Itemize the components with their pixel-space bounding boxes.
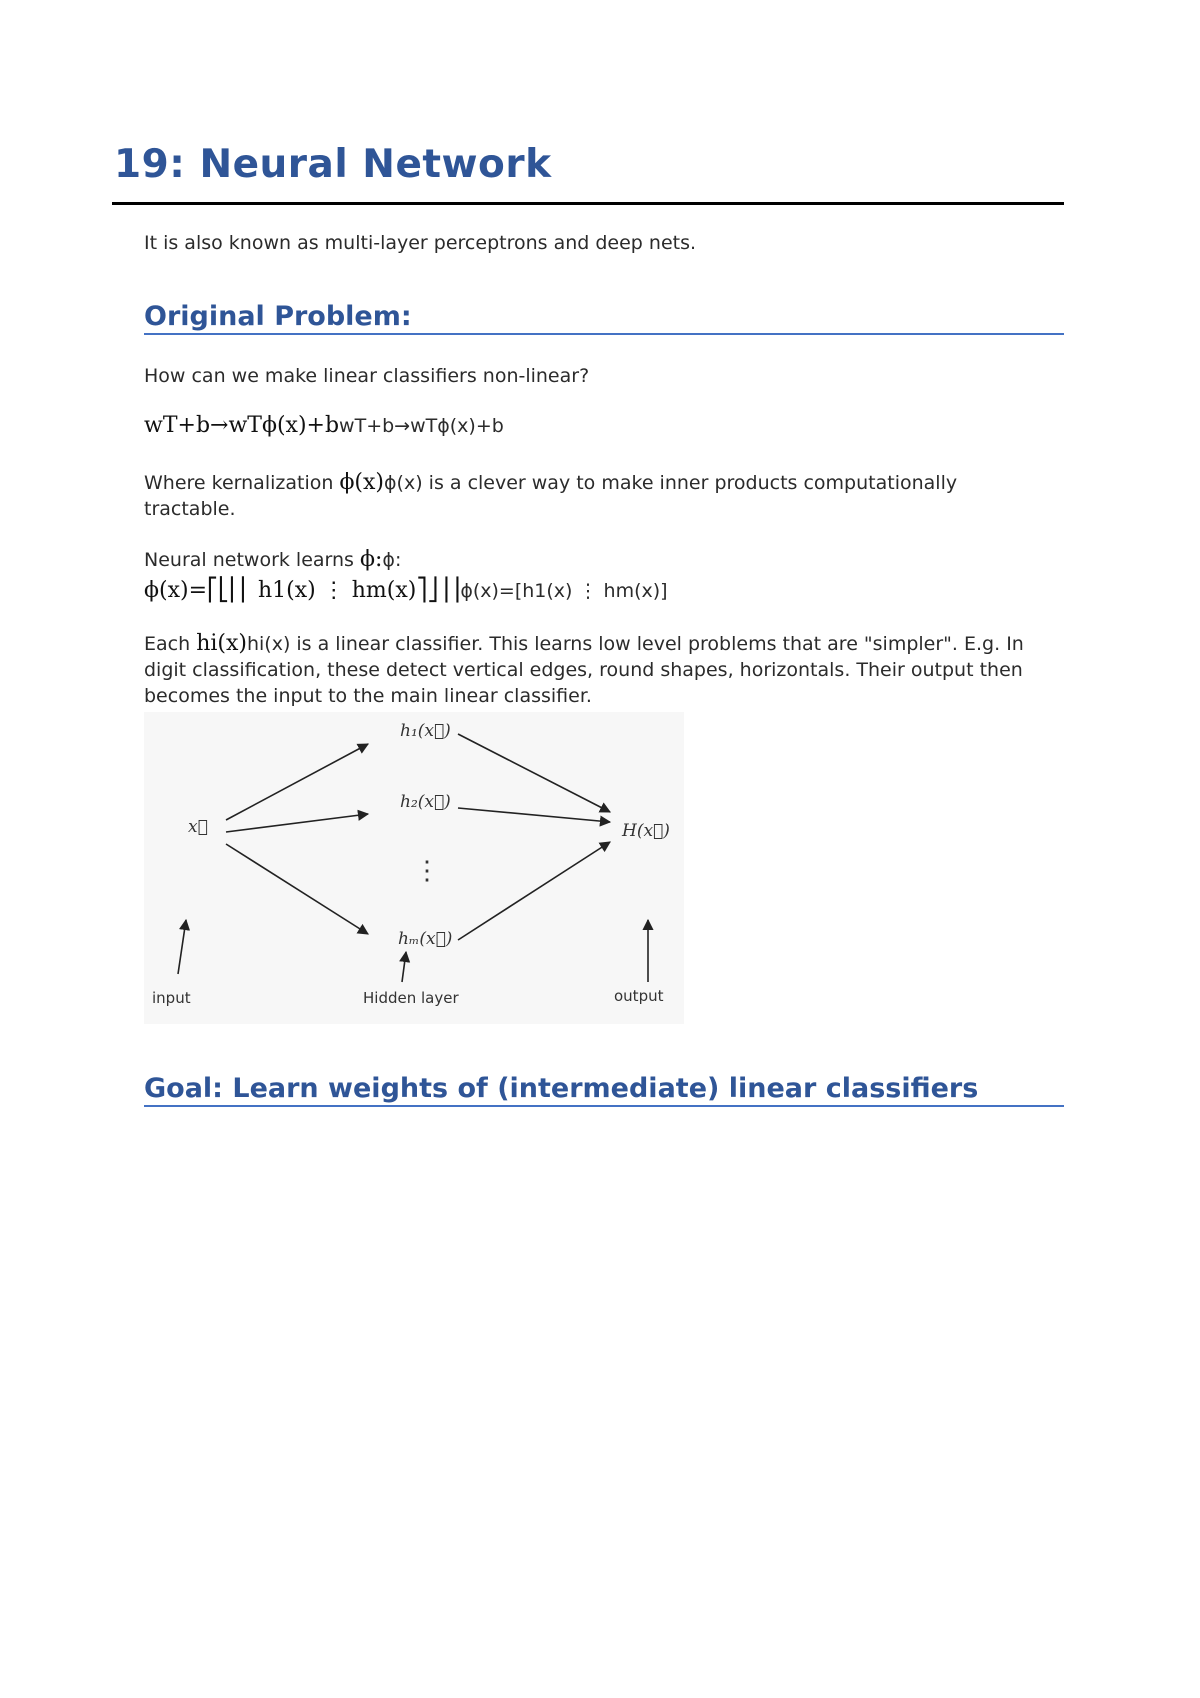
kernel-suffix: is a clever way to make inner products computationally tractable. [144, 472, 958, 520]
formula-2-text: ϕ(x)=[h1(x) ⋮ hm(x)] [460, 580, 668, 602]
kernel-paragraph [144, 470, 1044, 522]
caption-output: output [614, 987, 664, 1005]
intro-text: It is also known as multi-layer perceptrons and deep nets. [144, 232, 697, 254]
edge-hm-output [458, 842, 610, 940]
caption-input: input [152, 989, 191, 1007]
formula-line-2 [144, 578, 1044, 604]
formula-1-text: wT+b→wTϕ(x)+b [339, 415, 504, 437]
learns-rendered: ϕ: [360, 547, 383, 572]
kernel-text: ϕ(x) [384, 472, 423, 494]
edge-input-hm [226, 844, 368, 934]
hidden-ellipsis: ⋮ [414, 856, 440, 886]
formula-line-1 [144, 413, 1044, 439]
hidden-node-2-label: h₂(x⃗) [400, 792, 451, 812]
section-heading-original-problem: Original Problem: [144, 301, 412, 332]
learns-line [144, 547, 1044, 573]
goal-underline [144, 1105, 1064, 1107]
learns-text: ϕ: [382, 549, 402, 571]
formula-2-rendered: ϕ(x)=⎡⎣⎢⎢ h1(x) ⋮ hm(x)⎤⎦⎥⎥ [144, 578, 461, 603]
edge-h1-output [458, 734, 610, 812]
learns-prefix: Neural network learns [144, 549, 354, 571]
each-text: hi(x) [246, 633, 291, 655]
section-heading-goal: Goal: Learn weights of (intermediate) linear classifiers [144, 1073, 979, 1104]
edge-input-h1 [226, 744, 368, 820]
each-rendered: hi(x) [196, 631, 247, 656]
neural-network-diagram [144, 712, 684, 1024]
output-node-label: H(x⃗) [622, 821, 670, 841]
formula-1-rendered: wT+b→wTϕ(x)+b [144, 413, 340, 438]
input-node-label: x⃗ [188, 817, 208, 837]
diagram-svg [144, 712, 684, 1024]
edge-h2-output [458, 808, 610, 822]
hidden-node-m-label: hₘ(x⃗) [398, 929, 453, 949]
pointer-input [178, 920, 186, 974]
kernel-rendered: ϕ(x) [339, 470, 385, 495]
pointer-hidden [402, 952, 406, 982]
kernel-prefix: Where kernalization [144, 472, 334, 494]
caption-hidden-layer: Hidden layer [363, 989, 459, 1007]
edge-input-h2 [226, 814, 368, 832]
question-text: How can we make linear classifiers non-linear? [144, 365, 590, 387]
each-suffix: is a linear classifier. This learns low level problems that are "simpler". E.g. In digit classification, these detect vertical edges, round shapes, horizontals. Their output then becomes the input to the main linear classifier. [144, 633, 1024, 707]
page-title: 19: Neural Network [114, 142, 552, 187]
hidden-node-1-label: h₁(x⃗) [400, 721, 451, 741]
title-underline [112, 202, 1064, 205]
each-prefix: Each [144, 633, 191, 655]
section-underline [144, 333, 1064, 335]
each-paragraph [144, 631, 1044, 709]
